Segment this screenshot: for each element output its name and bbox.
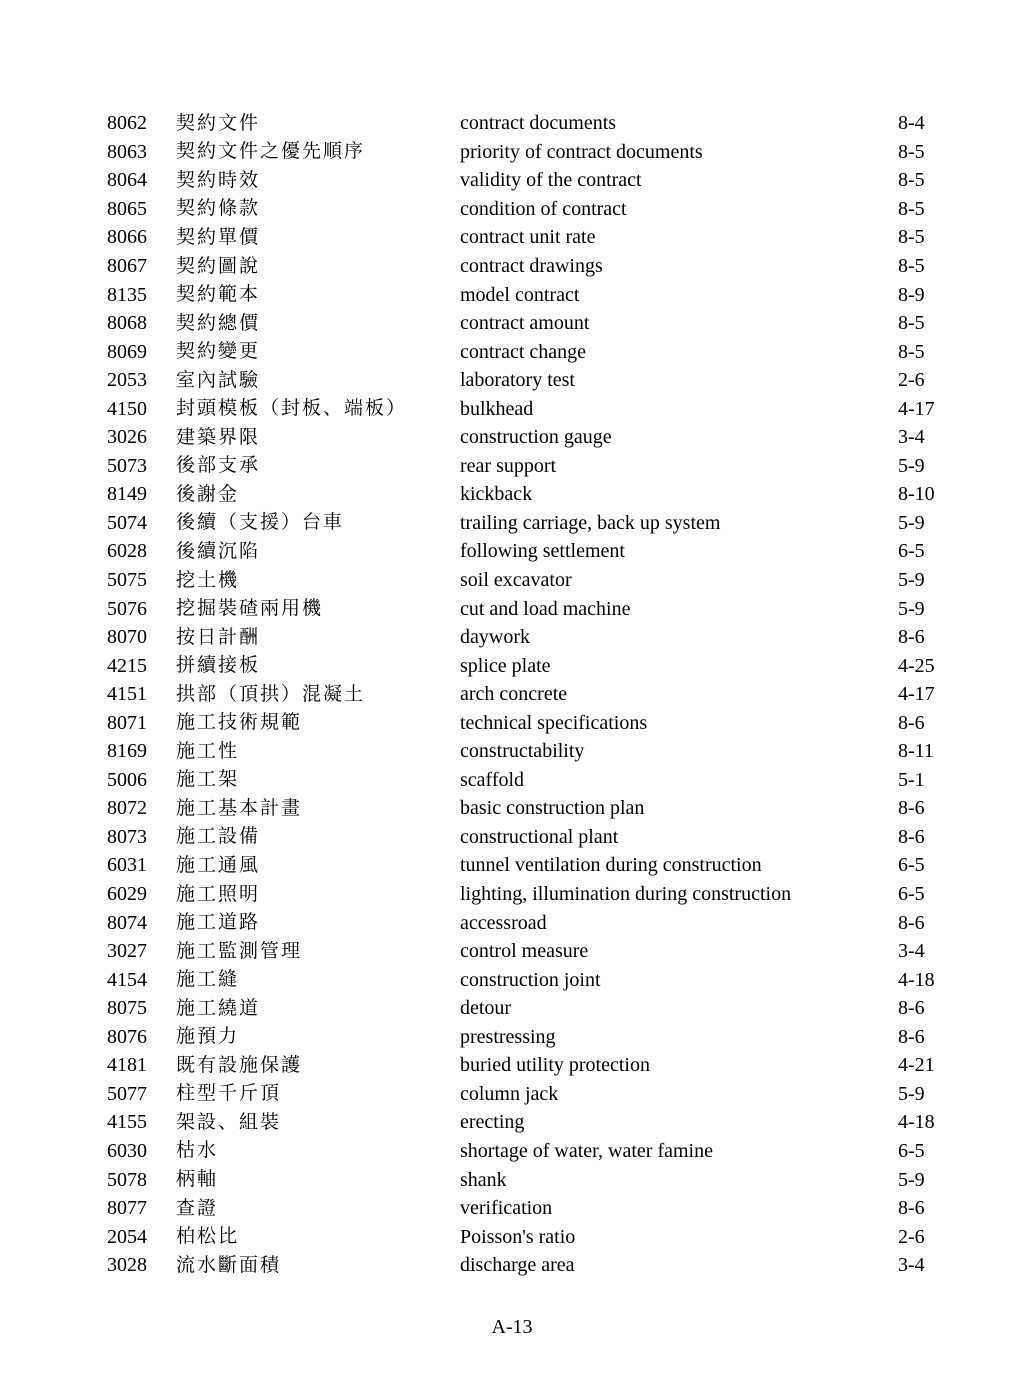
- page-reference: 8-6: [898, 825, 925, 848]
- term-chinese: 施工通風: [176, 854, 261, 876]
- term-id: 6028: [107, 540, 147, 563]
- term-id: 8069: [107, 340, 147, 363]
- table-row: [107, 937, 968, 966]
- term-english: soil excavator: [460, 569, 572, 592]
- term-english: cut and load machine: [460, 597, 631, 620]
- table-row: [107, 1222, 968, 1251]
- term-id: 8149: [107, 483, 147, 506]
- term-english: lighting, illumination during construction: [460, 883, 792, 906]
- term-english: construction gauge: [460, 426, 612, 449]
- page-reference: 8-5: [898, 255, 925, 277]
- page-reference: 8-5: [898, 340, 925, 363]
- table-row: [107, 1194, 968, 1223]
- term-chinese: 封頭模板（封板、端板）: [176, 398, 408, 420]
- term-english: Poisson's ratio: [460, 1225, 576, 1248]
- term-id: 6029: [107, 883, 147, 906]
- table-row: [107, 880, 968, 909]
- term-id: 8067: [107, 255, 147, 277]
- term-chinese: 枯水: [176, 1140, 219, 1162]
- table-row: [107, 908, 968, 937]
- page-reference: 8-6: [898, 997, 925, 1020]
- term-english: rear support: [460, 454, 557, 477]
- term-chinese: 挖土機: [176, 569, 240, 591]
- term-english: column jack: [460, 1082, 559, 1105]
- page-reference: 6-5: [898, 854, 925, 877]
- table-row: [107, 1251, 968, 1280]
- page-reference: 8-5: [898, 197, 925, 220]
- term-chinese: 契約圖說: [176, 255, 261, 277]
- table-row: [107, 480, 968, 509]
- term-id: 8075: [107, 997, 147, 1020]
- table-row: [107, 223, 968, 252]
- page-reference: 8-6: [898, 711, 925, 734]
- term-english: prestressing: [460, 1025, 556, 1048]
- term-english: verification: [460, 1197, 553, 1220]
- page-reference: 5-9: [898, 569, 925, 592]
- term-id: 8065: [107, 197, 147, 220]
- table-row: [107, 737, 968, 766]
- table-row: [107, 766, 968, 795]
- term-id: 4154: [107, 968, 147, 991]
- term-english: condition of contract: [460, 197, 627, 220]
- term-chinese: 挖掘裝碴兩用機: [176, 598, 324, 620]
- term-id: 8076: [107, 1025, 147, 1048]
- page-reference: 8-6: [898, 626, 925, 649]
- page-reference: 3-4: [898, 1254, 925, 1277]
- term-chinese: 後部支承: [176, 455, 261, 477]
- term-english: kickback: [460, 483, 533, 506]
- table-row: [107, 394, 968, 423]
- table-row: [107, 309, 968, 338]
- term-chinese: 契約單價: [176, 226, 261, 248]
- page-reference: 4-18: [898, 968, 935, 991]
- page-reference: 4-17: [898, 397, 935, 420]
- page-reference: 5-1: [898, 768, 925, 791]
- table-row: [107, 280, 968, 309]
- table-row: [107, 537, 968, 566]
- page-reference: 3-4: [898, 940, 925, 963]
- term-chinese: 施工繞道: [176, 997, 261, 1019]
- term-chinese: 流水斷面積: [176, 1254, 282, 1276]
- term-id: 8135: [107, 283, 147, 306]
- term-english: contract amount: [460, 312, 590, 335]
- term-chinese: 施工架: [176, 769, 240, 791]
- table-row: [107, 851, 968, 880]
- term-chinese: 施工照明: [176, 883, 261, 905]
- table-row: [107, 1165, 968, 1194]
- term-chinese: 契約文件: [176, 112, 261, 134]
- term-id: 5076: [107, 597, 147, 620]
- page-reference: 8-6: [898, 1025, 925, 1048]
- term-english: model contract: [460, 283, 580, 306]
- term-chinese: 施工監測管理: [176, 940, 303, 962]
- term-id: 8071: [107, 711, 147, 734]
- term-id: 5077: [107, 1082, 147, 1105]
- term-id: 3028: [107, 1254, 147, 1277]
- term-english: tunnel ventilation during construction: [460, 854, 762, 877]
- page-reference: 6-5: [898, 1139, 925, 1162]
- table-row: [107, 138, 968, 167]
- page-reference: 4-25: [898, 654, 935, 677]
- term-id: 8062: [107, 112, 147, 135]
- term-id: 6030: [107, 1139, 147, 1162]
- glossary-rows: [107, 109, 968, 1279]
- page-reference: 4-18: [898, 1111, 935, 1134]
- term-chinese: 契約文件之優先順序: [176, 141, 366, 163]
- term-chinese: 契約範本: [176, 284, 261, 306]
- page-reference: 8-11: [898, 740, 934, 763]
- term-id: 2054: [107, 1225, 147, 1248]
- table-row: [107, 1108, 968, 1137]
- term-chinese: 查證: [176, 1197, 219, 1219]
- term-chinese: 拼續接板: [176, 655, 261, 677]
- page-reference: 2-6: [898, 369, 925, 392]
- term-english: constructional plant: [460, 825, 619, 848]
- term-english: splice plate: [460, 654, 551, 677]
- page-reference: 8-6: [898, 1197, 925, 1220]
- term-chinese: 後續（支援）台車: [176, 512, 345, 534]
- page-reference: 5-9: [898, 1082, 925, 1105]
- page-reference: 3-4: [898, 426, 925, 449]
- term-english: detour: [460, 997, 512, 1020]
- page-reference: 8-6: [898, 797, 925, 820]
- table-row: [107, 594, 968, 623]
- term-english: daywork: [460, 626, 530, 649]
- table-row: [107, 1051, 968, 1080]
- term-chinese: 施工性: [176, 740, 240, 762]
- term-id: 8064: [107, 169, 147, 192]
- page-reference: 8-9: [898, 283, 925, 306]
- table-row: [107, 1137, 968, 1166]
- term-english: constructability: [460, 740, 585, 763]
- term-english: construction joint: [460, 968, 601, 991]
- term-english: shank: [460, 1168, 507, 1191]
- term-english: contract drawings: [460, 255, 603, 277]
- term-id: 8169: [107, 740, 147, 763]
- page-reference: 8-6: [898, 911, 925, 934]
- table-row: [107, 680, 968, 709]
- table-row: [107, 708, 968, 737]
- term-english: control measure: [460, 940, 589, 963]
- term-chinese: 架設、組裝: [176, 1111, 282, 1133]
- term-english: basic construction plan: [460, 797, 645, 820]
- table-row: [107, 452, 968, 481]
- term-id: 8074: [107, 911, 147, 934]
- term-id: 4151: [107, 683, 147, 706]
- term-chinese: 契約條款: [176, 198, 261, 220]
- term-id: 8063: [107, 140, 147, 163]
- term-chinese: 柱型千斤頂: [176, 1083, 282, 1105]
- term-id: 8077: [107, 1197, 147, 1220]
- table-row: [107, 1080, 968, 1109]
- page-reference: 6-5: [898, 540, 925, 563]
- term-english: following settlement: [460, 540, 625, 563]
- term-id: 3027: [107, 940, 147, 963]
- term-chinese: 建築界限: [176, 426, 261, 448]
- term-chinese: 施工技術規範: [176, 712, 303, 734]
- table-row: [107, 366, 968, 395]
- term-chinese: 後謝金: [176, 483, 240, 505]
- term-english: arch concrete: [460, 683, 568, 706]
- term-english: buried utility protection: [460, 1054, 650, 1077]
- term-id: 5074: [107, 511, 147, 534]
- table-row: [107, 166, 968, 195]
- term-id: 4215: [107, 654, 147, 677]
- term-chinese: 施預力: [176, 1026, 240, 1048]
- page-reference: 8-5: [898, 140, 925, 163]
- term-english: erecting: [460, 1111, 525, 1134]
- page-reference: 5-9: [898, 1168, 925, 1191]
- term-chinese: 契約總價: [176, 312, 261, 334]
- page-reference: 4-17: [898, 683, 935, 706]
- term-chinese: 施工縫: [176, 969, 240, 991]
- term-english: discharge area: [460, 1254, 575, 1277]
- page-reference: 2-6: [898, 1225, 925, 1248]
- table-row: [107, 423, 968, 452]
- term-english: accessroad: [460, 911, 547, 934]
- term-chinese: 拱部（頂拱）混凝土: [176, 683, 366, 705]
- table-row: [107, 651, 968, 680]
- term-chinese: 後續沉陷: [176, 540, 261, 562]
- term-id: 3026: [107, 426, 147, 449]
- term-english: contract change: [460, 340, 587, 363]
- term-chinese: 柏松比: [176, 1226, 240, 1248]
- page-reference: 8-5: [898, 169, 925, 192]
- page-reference: 8-5: [898, 226, 925, 249]
- table-row: [107, 623, 968, 652]
- table-row: [107, 252, 968, 281]
- term-english: bulkhead: [460, 397, 534, 420]
- term-chinese: 施工道路: [176, 912, 261, 934]
- table-row: [107, 566, 968, 595]
- term-id: 2053: [107, 369, 147, 392]
- term-id: 8073: [107, 825, 147, 848]
- term-chinese: 施工設備: [176, 826, 261, 848]
- term-chinese: 柄軸: [176, 1169, 219, 1190]
- page-reference: 8-5: [898, 312, 925, 335]
- term-chinese: 室內試驗: [176, 369, 261, 391]
- table-row: [107, 195, 968, 224]
- page-reference: 5-9: [898, 454, 925, 477]
- term-id: 8066: [107, 226, 147, 249]
- page-reference: 8-4: [898, 112, 925, 135]
- term-chinese: 契約變更: [176, 341, 261, 363]
- table-row: [107, 1023, 968, 1052]
- term-id: 4150: [107, 397, 147, 420]
- table-row: [107, 109, 968, 138]
- term-id: 5006: [107, 768, 147, 791]
- term-id: 5078: [107, 1168, 147, 1191]
- term-english: validity of the contract: [460, 169, 642, 192]
- page-reference: 4-21: [898, 1054, 935, 1077]
- table-row: [107, 823, 968, 852]
- table-row: [107, 337, 968, 366]
- term-chinese: 契約時效: [176, 169, 261, 191]
- term-english: scaffold: [460, 768, 525, 791]
- table-row: [107, 509, 968, 538]
- term-id: 8072: [107, 797, 147, 820]
- table-row: [107, 994, 968, 1023]
- term-english: priority of contract documents: [460, 140, 703, 163]
- page-number: A-13: [491, 1316, 533, 1338]
- term-id: 8068: [107, 312, 147, 335]
- term-chinese: 施工基本計畫: [176, 797, 303, 819]
- term-english: laboratory test: [460, 369, 575, 392]
- term-id: 5075: [107, 569, 147, 592]
- table-row: [107, 965, 968, 994]
- table-row: [107, 794, 968, 823]
- term-english: contract unit rate: [460, 226, 596, 249]
- term-chinese: 既有設施保護: [176, 1054, 303, 1076]
- page-reference: 6-5: [898, 883, 925, 906]
- term-english: shortage of water, water famine: [460, 1139, 713, 1162]
- page-reference: 8-10: [898, 483, 935, 506]
- term-id: 6031: [107, 854, 147, 877]
- term-english: contract documents: [460, 112, 617, 135]
- term-english: technical specifications: [460, 711, 648, 734]
- term-chinese: 按日計酬: [176, 626, 261, 648]
- term-id: 4155: [107, 1111, 147, 1134]
- term-id: 5073: [107, 454, 147, 477]
- term-id: 4181: [107, 1054, 147, 1077]
- term-id: 8070: [107, 626, 147, 649]
- page-reference: 5-9: [898, 511, 925, 534]
- page-reference: 5-9: [898, 597, 925, 620]
- glossary-table: [107, 109, 968, 1279]
- term-english: trailing carriage, back up system: [460, 511, 721, 534]
